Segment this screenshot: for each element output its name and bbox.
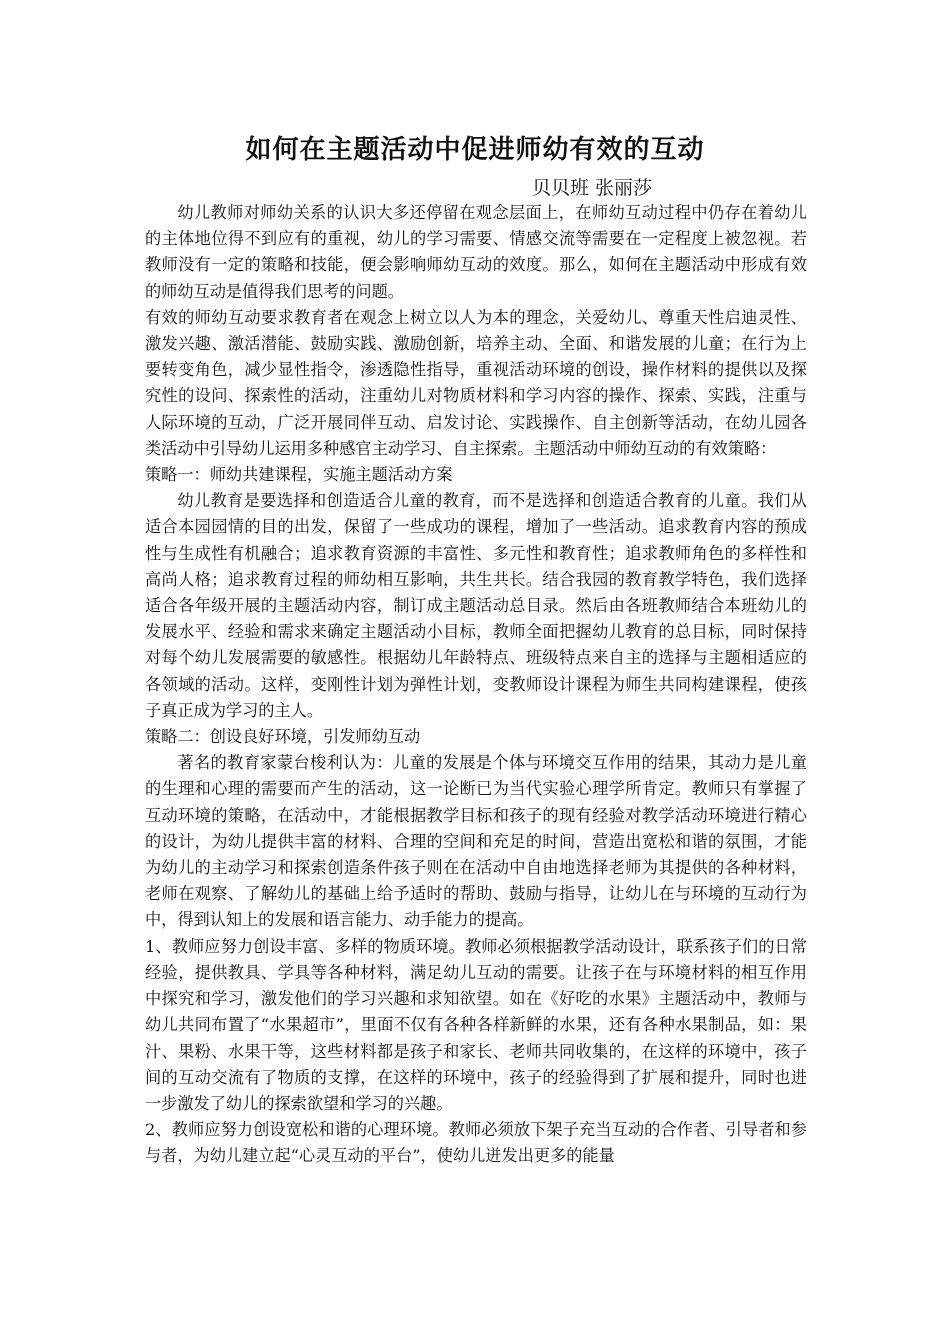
- document-body: [145, 200, 807, 1170]
- paragraph-point-one: 1、教师应努力创设丰富、多样的物质环境。教师必须根据教学活动设计，联系孩子们的日常经验，提供教具、学具等各种材料，满足幼儿互动的需要。让孩子在与环境材料的相互作用中探究和学习，激发他们的学习兴趣和求知欲望。如在《好吃的水果》主题活动中，教师与幼儿共同布置了“水果超市”，里面不仅有各种各样新鲜的水果，还有各种水果制品，如：果汁、果粉、水果干等，这些材料都是孩子和家长、老师共同收集的，在这样的环境中，孩子间的互动交流有了物质的支撑，在这样的环境中，孩子的经验得到了扩展和提升，同时也进一步激发了幼儿的探索欲望和学习的兴趣。: [145, 936, 807, 1113]
- paragraph-intro: 幼儿教师对师幼关系的认识大多还停留在观念层面上，在师幼互动过程中仍存在着幼儿的主体地位得不到应有的重视，幼儿的学习需要、情感交流等需要在一定程度上被忽视。若教师没有一定的策略和技能，便会影响师幼互动的效度。那么，如何在主题活动中形成有效的师幼互动是值得我们思考的问题。: [145, 203, 807, 301]
- paragraph-point-two: 2、教师应努力创设宽松和谐的心理环境。教师必须放下架子充当互动的合作者、引导者和参与者，为幼儿建立起“心灵互动的平台”，使幼儿迸发出更多的能量: [145, 1120, 807, 1166]
- strategy-one-heading: 策略一：师幼共建课程，实施主题活动方案: [145, 465, 453, 485]
- paragraph-strategy-one: 幼儿教育是要选择和创造适合儿童的教育，而不是选择和创造适合教育的儿童。我们从适合本园园情的目的出发，保留了一些成功的课程，增加了一些活动。追求教育内容的预成性与生成性有机融合；追求教育资源的丰富性、多元性和教育性；追求教师角色的多样性和高尚人格；追求教育过程的师幼相互影响，共生共长。结合我园的教育教学特色，我们选择适合各年级开展的主题活动内容，制订成主题活动总目录。然后由各班教师结合本班幼儿的发展水平、经验和需求来确定主题活动小目标，教师全面把握幼儿教育的总目标，同时保持对每个幼儿发展需要的敏感性。根据幼儿年龄特点、班级特点来自主的选择与主题相适应的各领域的活动。这样，变刚性计划为弹性计划，变教师设计课程为师生共同构建课程，使孩子真正成为学习的主人。: [145, 491, 807, 720]
- paragraph-strategy-two: 著名的教育家蒙台梭利认为：儿童的发展是个体与环境交互作用的结果，其动力是儿童的生理和心理的需要而产生的活动，这一论断已为当代实验心理学所肯定。教师只有掌握了互动环境的策略，在活动中，才能根据教学目标和孩子的现有经验对教学活动环境进行精心的设计，为幼儿提供丰富的材料、合理的空间和充足的时间，营造出宽松和谐的氛围，才能为幼儿的主动学习和探索创造条件孩子则在在活动中自由地选择老师为其提供的各种材料，老师在观察、了解幼儿的基础上给予适时的帮助、鼓励与指导，让幼儿在与环境的互动行为中，得到认知上的发展和语言能力、动手能力的提高。: [145, 753, 807, 930]
- document-author: 贝贝班 张丽莎: [532, 177, 653, 199]
- strategy-two-heading: 策略二：创设良好环境，引发师幼互动: [145, 727, 421, 747]
- document-title: 如何在主题活动中促进师幼有效的互动: [245, 135, 705, 165]
- paragraph-requirements: 有效的师幼互动要求教育者在观念上树立以人为本的理念，关爱幼儿、尊重天性启迪灵性、激发兴趣、激活潜能、鼓励实践、激励创新，培养主动、全面、和谐发展的儿童；在行为上要转变角色，减少显性指令，渗透隐性指导，重视活动环境的创设，操作材料的提供以及探究性的设问、探索性的活动，注重幼儿对物质材料和学习内容的操作、探索、实践，注重与人际环境的互动，广泛开展同伴互动、启发讨论、实践操作、自主创新等活动，在幼儿园各类活动中引导幼儿运用多种感官主动学习、自主探索。主题活动中师幼互动的有效策略：: [145, 307, 807, 458]
